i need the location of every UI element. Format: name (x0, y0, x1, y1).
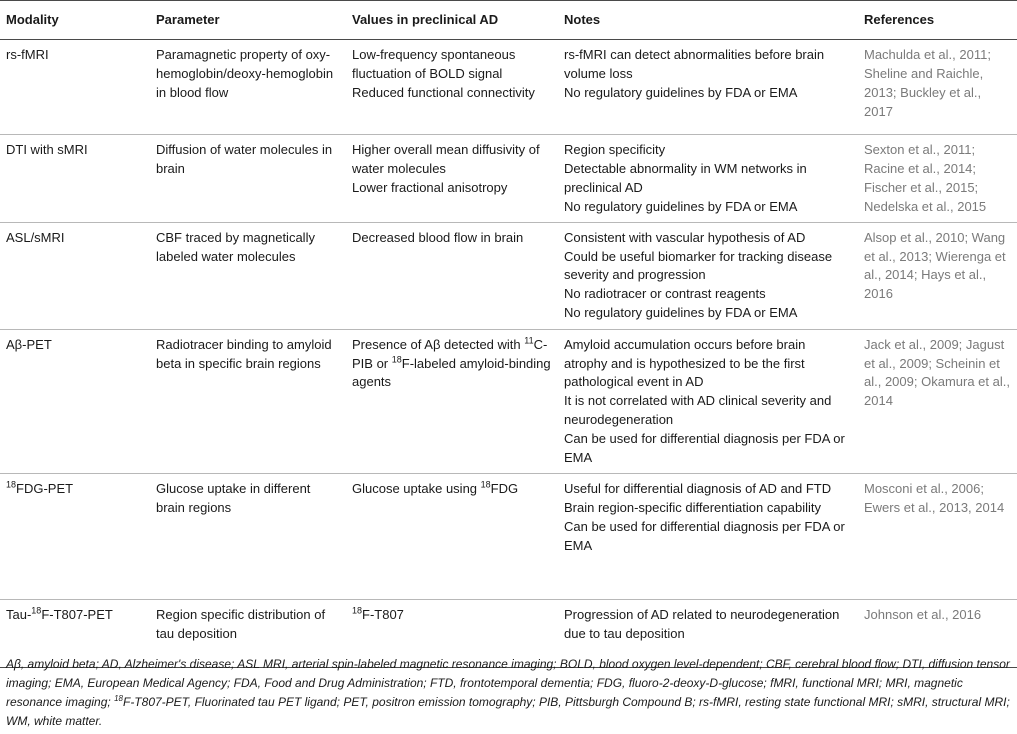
header-parameter: Parameter (150, 1, 346, 40)
value-text: F-T807 (362, 606, 404, 622)
cell-values (346, 473, 558, 599)
note-line: rs-fMRI can detect abnormalities before brain volume loss (564, 47, 825, 81)
cell-parameter: Region specific distribution of tau deposition (150, 599, 346, 667)
superscript: 11 (524, 335, 534, 346)
note-line: No radiotracer or contrast reagents (564, 286, 766, 302)
note-line: Detectable abnormality in WM networks in preclinical AD (564, 160, 807, 195)
header-notes: Notes (558, 1, 858, 40)
superscript: 18 (480, 479, 491, 490)
footnote-text: Aβ, amyloid beta; AD, Alzheimer's disease; ASL MRI, arterial spin-labeled magnetic resonance imaging; BOLD, blood oxygen level-dependent; CBF, cerebral blood flow; DTI, diffusion tensor imaging; EMA, European Medical Agency; FDA, Food and Drug Administration; FTD, frontotemporal dementia; FDG, fluoro-2-deoxy-D-glucose; fMRI, functional MRI; MRI, magnetic resonance imaging; (6, 657, 1010, 709)
cell-references: Jack et al., 2009; Jagust et al., 2009; Scheinin et al., 2009; Okamura et al., 2014 (858, 329, 1017, 473)
note-line: Amyloid accumulation occurs before brain atrophy and is hypothesized to be the first pathological event in AD (564, 336, 806, 390)
cell-parameter: Paramagnetic property of oxy-hemoglobin/deoxy-hemoglobin in blood flow (150, 40, 346, 135)
cell-notes (558, 222, 858, 329)
value-line: Reduced functional connectivity (352, 84, 535, 100)
value-line: Lower fractional anisotropy (352, 179, 508, 195)
cell-modality: Aβ-PET (0, 329, 150, 473)
note-line: It is not correlated with AD clinical severity and neurodegeneration (564, 393, 832, 428)
value-text: Glucose uptake using (352, 480, 481, 496)
header-modality: Modality (0, 1, 150, 40)
cell-references: Johnson et al., 2016 (858, 599, 1017, 667)
note-line: Region specificity (564, 142, 666, 157)
value-text: F-labeled amyloid-binding agents (352, 355, 551, 390)
cell-notes (558, 135, 858, 223)
table-footnote (6, 655, 1010, 731)
table-row (0, 473, 1017, 599)
cell-notes (558, 40, 858, 135)
cell-references: Sexton et al., 2011; Racine et al., 2014; Fischer et al., 2015; Nedelska et al., 2015 (858, 135, 1017, 223)
value-line: Decreased blood flow in brain (352, 229, 524, 245)
superscript: 18 (391, 354, 402, 365)
value-line: Low-frequency spontaneous fluctuation of BOLD signal (352, 47, 516, 81)
cell-values (346, 329, 558, 473)
cell-notes (558, 473, 858, 599)
modality-text: F-T807-PET (41, 606, 113, 622)
note-line: Consistent with vascular hypothesis of AD (564, 229, 806, 245)
note-line: Can be used for differential diagnosis per FDA or EMA (564, 518, 845, 553)
value-text: Presence of Aβ detected with (352, 336, 525, 352)
cell-references: Mosconi et al., 2006; Ewers et al., 2013, 2014 (858, 473, 1017, 599)
cell-values (346, 40, 558, 135)
note-line: Can be used for differential diagnosis per FDA or EMA (564, 431, 845, 466)
cell-parameter: Glucose uptake in different brain regions (150, 473, 346, 599)
cell-references: Machulda et al., 2011; Sheline and Raichle, 2013; Buckley et al., 2017 (858, 40, 1017, 135)
note-line: Could be useful biomarker for tracking disease severity and progression (564, 248, 833, 283)
cell-parameter: Diffusion of water molecules in brain (150, 135, 346, 223)
cell-values (346, 135, 558, 223)
note-line: Useful for differential diagnosis of AD and FTD (564, 480, 832, 496)
cell-modality (0, 473, 150, 599)
cell-values (346, 222, 558, 329)
cell-notes (558, 329, 858, 473)
value-text: FDG (490, 480, 519, 496)
modality-text: FDG-PET (16, 480, 74, 496)
table-row (0, 329, 1017, 473)
cell-modality: rs-fMRI (0, 40, 150, 135)
table-row (0, 40, 1017, 135)
cell-references: Alsop et al., 2010; Wang et al., 2013; Wierenga et al., 2014; Hays et al., 2016 (858, 222, 1017, 329)
note-line: Progression of AD related to neurodegeneration due to tau deposition (564, 606, 840, 641)
footnote-text: F-T807-PET, Fluorinated tau PET ligand; PET, positron emission tomography; PIB, Pittsburgh Compound B; rs-fMRI, resting state functional MRI; sMRI, structural MRI; WM, white matter. (6, 695, 1010, 728)
superscript: 18 (352, 605, 363, 616)
superscript: 18 (114, 694, 123, 703)
note-line: No regulatory guidelines by FDA or EMA (564, 305, 798, 321)
cell-modality: ASL/sMRI (0, 222, 150, 329)
value-line: Higher overall mean diffusivity of water molecules (352, 142, 540, 176)
note-line: Brain region-specific differentiation capability (564, 499, 822, 515)
header-row (0, 1, 1017, 40)
modality-text: Tau- (6, 606, 32, 622)
header-values: Values in preclinical AD (346, 1, 558, 40)
note-line: No regulatory guidelines by FDA or EMA (564, 84, 798, 100)
value-text: C-PIB or (352, 336, 548, 371)
table-row (0, 222, 1017, 329)
header-references: References (858, 1, 1017, 40)
table-row (0, 135, 1017, 223)
cell-parameter: CBF traced by magnetically labeled water molecules (150, 222, 346, 329)
superscript: 18 (6, 479, 17, 490)
cell-modality: DTI with sMRI (0, 135, 150, 223)
cell-parameter: Radiotracer binding to amyloid beta in specific brain regions (150, 329, 346, 473)
note-line: No regulatory guidelines by FDA or EMA (564, 198, 798, 214)
superscript: 18 (31, 605, 42, 616)
